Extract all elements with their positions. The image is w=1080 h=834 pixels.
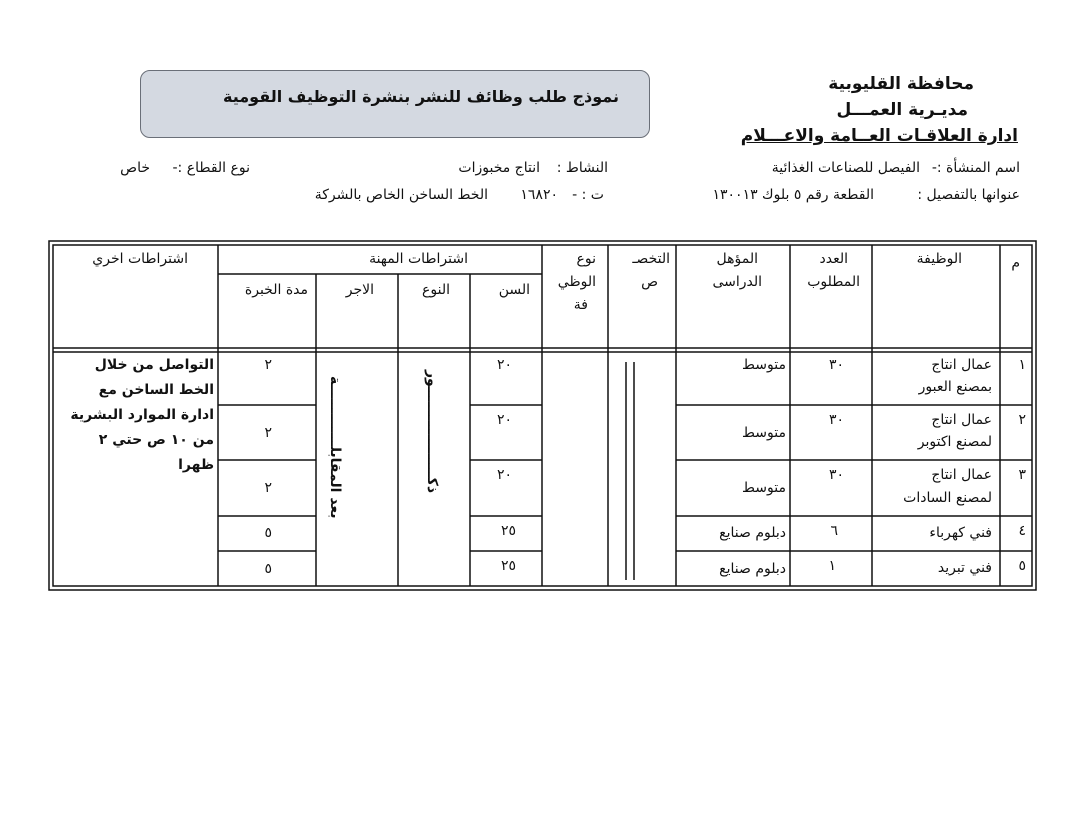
row4-qualification: دبلوم صنايع <box>719 525 786 541</box>
row1-count: ٣٠ <box>828 357 844 373</box>
hotline-text: الخط الساخن الخاص بالشركة <box>314 187 488 203</box>
col-header-qualification-1: المؤهل <box>716 251 758 267</box>
activity-value: انتاج مخبوزات <box>458 160 540 176</box>
row2-count: ٣٠ <box>828 412 844 428</box>
row2-job-line1: عمال انتاج <box>931 412 992 428</box>
col-header-num: م <box>1011 255 1020 271</box>
sector-label: نوع القطاع :- <box>172 160 250 176</box>
col-header-job: الوظيفة <box>916 251 962 267</box>
row2-num: ٢ <box>1018 412 1026 428</box>
other-conditions-line3: ادارة الموارد البشرية <box>70 407 214 423</box>
col-header-profession-conditions: اشتراطات المهنة <box>369 251 468 267</box>
establishment-name-label: اسم المنشأة :- <box>931 160 1020 176</box>
row4-count: ٦ <box>830 523 838 539</box>
row2-experience: ٢ <box>264 425 272 441</box>
row1-num: ١ <box>1018 357 1026 373</box>
other-conditions-line1: التواصل من خلال <box>94 357 214 373</box>
form-title: نموذج طلب وظائف للنشر بنشرة التوظيف القومية <box>223 87 619 106</box>
other-conditions-line5: ظهرا <box>178 457 214 473</box>
activity-label: النشاط : <box>556 160 608 176</box>
row5-num: ٥ <box>1018 558 1026 574</box>
row2-age: ٢٠ <box>496 412 512 428</box>
row3-experience: ٢ <box>264 480 272 496</box>
gender-merged-cell: ذكـــــــــــــــــــور <box>424 370 440 494</box>
row3-qualification: متوسط <box>742 480 786 496</box>
row5-age: ٢٥ <box>500 558 516 574</box>
row4-num: ٤ <box>1018 523 1026 539</box>
row1-age: ٢٠ <box>496 357 512 373</box>
col-header-specialty-2: ص <box>641 274 658 290</box>
row4-job: فني كهرباء <box>929 525 992 541</box>
col-header-qualification-2: الدراسى <box>712 274 762 290</box>
col-header-age: السن <box>498 282 530 298</box>
address-value: القطعة رقم ٥ بلوك ١٣٠٠١٣ <box>712 187 874 203</box>
col-header-count-2: المطلوب <box>807 274 860 290</box>
row1-job-line1: عمال انتاج <box>931 357 992 373</box>
col-header-wage: الاجر <box>345 282 374 298</box>
row5-qualification: دبلوم صنايع <box>719 561 786 577</box>
row2-qualification: متوسط <box>742 425 786 441</box>
row4-age: ٢٥ <box>500 523 516 539</box>
col-header-gender: النوع <box>422 282 450 298</box>
row5-experience: ٥ <box>264 561 272 577</box>
row3-count: ٣٠ <box>828 467 844 483</box>
row2-job-line2: لمصنع اكتوبر <box>917 434 992 450</box>
other-conditions-line4: من ١٠ ص حتي ٢ <box>98 432 214 448</box>
row1-experience: ٢ <box>264 357 272 373</box>
row3-job-line1: عمال انتاج <box>931 467 992 483</box>
other-conditions-line2: الخط الساخن مع <box>98 382 214 398</box>
col-header-specialty-1: التخصـ <box>632 251 670 267</box>
row3-job-line2: لمصنع السادات <box>903 490 992 506</box>
address-label: عنوانها بالتفصيل : <box>917 187 1020 203</box>
row5-job: فني تبريد <box>937 560 992 576</box>
row1-job-line2: بمصنع العبور <box>918 379 992 395</box>
col-header-experience: مدة الخبرة <box>244 282 308 298</box>
sector-value: خاص <box>120 160 150 176</box>
directorate-name: مديـرية العمـــل <box>836 100 968 120</box>
phone-value: ١٦٨٢٠ <box>520 187 558 203</box>
row5-count: ١ <box>828 558 836 574</box>
col-header-other-conditions: اشتراطات اخري <box>92 251 188 267</box>
phone-label: ت : - <box>572 187 604 203</box>
wage-merged-cell: بعد المقابلـــــــــــــة <box>327 376 343 519</box>
col-header-count-1: العدد <box>819 251 848 267</box>
col-header-jobtype-2: الوظي <box>557 274 596 290</box>
row4-experience: ٥ <box>264 525 272 541</box>
row1-qualification: متوسط <box>742 357 786 373</box>
row3-num: ٣ <box>1018 467 1026 483</box>
col-header-jobtype-1: نوع <box>576 251 596 267</box>
col-header-jobtype-3: فة <box>573 297 588 313</box>
governorate-name: محافظة القليوبية <box>828 74 974 94</box>
establishment-name-value: الفيصل للصناعات الغذائية <box>771 160 920 176</box>
department-name: ادارة العلاقـات العــامة والاعـــلام <box>740 126 1018 146</box>
row3-age: ٢٠ <box>496 467 512 483</box>
